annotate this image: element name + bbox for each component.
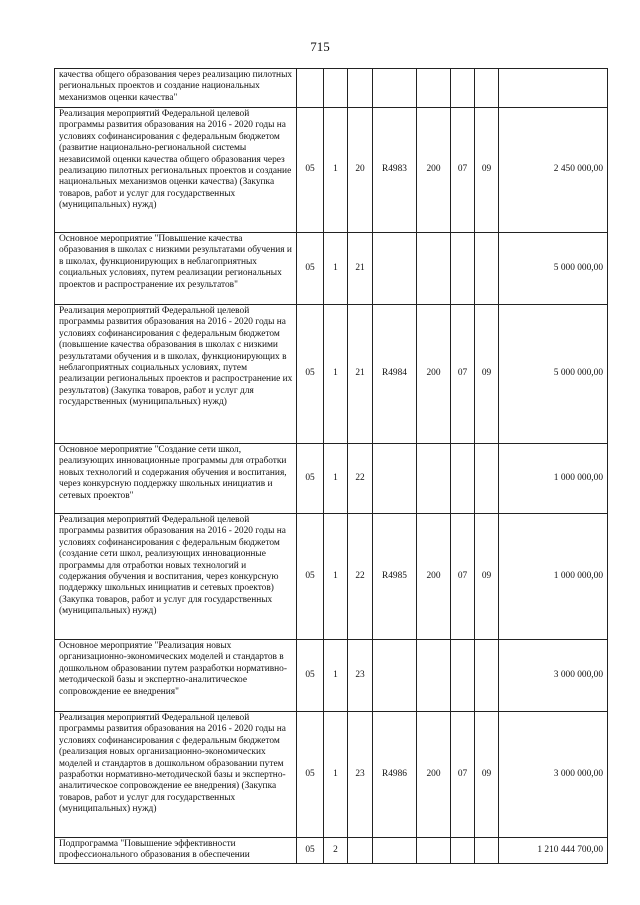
row-amount: 2 450 000,00 [499, 108, 608, 233]
row-amount [499, 69, 608, 108]
row-description: Реализация мероприятий Федеральной целевой программы развития образования на 2016 - 2020 годы на условиях софинансирования с федеральным бюджетом (создание сети школ, реализующих инновационные программы для отработки новых технологий и содержания обучения и воспитания, через конкурсную поддержку школьных инициатив и сетевых проектов) (Закупка товаров, работ и услуг для государственных (муниципальных) нужд) [55, 514, 297, 640]
row-code-c6 [451, 233, 475, 305]
row-code-c6: 07 [451, 305, 475, 444]
row-code-c1: 05 [297, 233, 324, 305]
row-code-c7: 09 [475, 514, 499, 640]
row-code-c1: 05 [297, 444, 324, 514]
row-amount: 3 000 000,00 [499, 712, 608, 838]
row-description: Реализация мероприятий Федеральной целевой программы развития образования на 2016 - 2020 годы на условиях софинансирования с федеральным бюджетом (повышение качества образования в школах с низкими результатами обучения и в школах, функционирующих в неблагоприятных социальных условиях, путем реализации региональных проектов и распространение их результатов) (Закупка товаров, работ и услуг для государственных (муниципальных) нужд) [55, 305, 297, 444]
row-code-c2 [324, 69, 348, 108]
row-amount: 1 000 000,00 [499, 444, 608, 514]
row-code-c2: 1 [324, 514, 348, 640]
row-code-c7 [475, 69, 499, 108]
row-code-c6 [451, 838, 475, 864]
row-code-c5 [417, 838, 451, 864]
row-code-c3: 23 [348, 640, 373, 712]
row-code-c4: R4983 [373, 108, 417, 233]
row-code-c4: R4985 [373, 514, 417, 640]
row-code-c1: 05 [297, 514, 324, 640]
table-row [55, 712, 608, 838]
row-code-c2: 1 [324, 305, 348, 444]
row-description: Реализация мероприятий Федеральной целевой программы развития образования на 2016 - 2020 годы на условиях софинансирования с федеральным бюджетом (реализация новых организационно-экономических моделей и стандартов в дошкольном образовании путем разработки нормативно-методической базы и экспертно-аналитическое сопровождение ее внедрения) (Закупка товаров, работ и услуг для государственных (муниципальных) нужд) [55, 712, 297, 838]
row-description: качества общего образования через реализацию пилотных региональных проектов и создание национальных механизмов оценки качества" [55, 69, 297, 108]
row-amount: 1 000 000,00 [499, 514, 608, 640]
row-code-c4 [373, 838, 417, 864]
row-code-c1: 05 [297, 305, 324, 444]
row-code-c4: R4986 [373, 712, 417, 838]
table-row [55, 69, 608, 108]
row-amount: 3 000 000,00 [499, 640, 608, 712]
row-code-c1: 05 [297, 108, 324, 233]
row-code-c5 [417, 69, 451, 108]
row-code-c3 [348, 838, 373, 864]
row-code-c4 [373, 233, 417, 305]
row-code-c5: 200 [417, 712, 451, 838]
row-code-c2: 1 [324, 712, 348, 838]
row-description: Подпрограмма "Повышение эффективности профессионального образования в обеспечении [55, 838, 297, 864]
budget-table [54, 68, 608, 864]
row-description: Реализация мероприятий Федеральной целевой программы развития образования на 2016 - 2020 годы на условиях софинансирования с федеральным бюджетом (развитие национально-региональной системы независимой оценки качества общего образования через реализацию пилотных региональных проектов и создание национальных механизмов оценки качества) (Закупка товаров, работ и услуг для государственных (муниципальных) нужд) [55, 108, 297, 233]
row-code-c6: 07 [451, 712, 475, 838]
row-code-c5 [417, 233, 451, 305]
row-code-c4 [373, 444, 417, 514]
row-description: Основное мероприятие "Реализация новых организационно-экономических моделей и стандартов в дошкольном образовании путем разработки нормативно-методической базы и экспертно-аналитическое сопровождение ее внедрения" [55, 640, 297, 712]
row-code-c3: 21 [348, 233, 373, 305]
table-row [55, 514, 608, 640]
row-code-c3: 22 [348, 514, 373, 640]
row-code-c2: 1 [324, 444, 348, 514]
row-code-c7: 09 [475, 305, 499, 444]
row-code-c1: 05 [297, 640, 324, 712]
row-amount: 5 000 000,00 [499, 305, 608, 444]
row-code-c3: 21 [348, 305, 373, 444]
row-code-c3 [348, 69, 373, 108]
row-code-c5: 200 [417, 108, 451, 233]
row-code-c6 [451, 444, 475, 514]
table-row [55, 233, 608, 305]
row-code-c5 [417, 640, 451, 712]
row-code-c1: 05 [297, 838, 324, 864]
row-code-c6 [451, 69, 475, 108]
row-description: Основное мероприятие "Повышение качества образования в школах с низкими результатами обучения и в школах, функционирующих в неблагоприятных социальных условиях, путем реализации региональных проектов и распространение их результатов" [55, 233, 297, 305]
row-code-c7: 09 [475, 712, 499, 838]
row-code-c1: 05 [297, 712, 324, 838]
row-code-c3: 22 [348, 444, 373, 514]
row-code-c6: 07 [451, 514, 475, 640]
page-number: 715 [310, 39, 330, 54]
row-code-c2: 1 [324, 108, 348, 233]
row-code-c5: 200 [417, 305, 451, 444]
row-code-c3: 23 [348, 712, 373, 838]
row-code-c4: R4984 [373, 305, 417, 444]
row-code-c7 [475, 444, 499, 514]
table-row [55, 838, 608, 864]
row-code-c7 [475, 640, 499, 712]
table-row [55, 305, 608, 444]
row-code-c2: 1 [324, 233, 348, 305]
row-code-c6: 07 [451, 108, 475, 233]
row-code-c2: 2 [324, 838, 348, 864]
row-code-c2: 1 [324, 640, 348, 712]
row-code-c4 [373, 640, 417, 712]
table-row [55, 444, 608, 514]
row-code-c1 [297, 69, 324, 108]
row-code-c4 [373, 69, 417, 108]
row-code-c7: 09 [475, 108, 499, 233]
row-code-c5: 200 [417, 514, 451, 640]
table-row [55, 108, 608, 233]
row-code-c3: 20 [348, 108, 373, 233]
row-code-c6 [451, 640, 475, 712]
row-description: Основное мероприятие "Создание сети школ, реализующих инновационные программы для отработки новых технологий и содержания обучения и воспитания, через конкурсную поддержку школьных инициатив и сетевых проектов" [55, 444, 297, 514]
row-code-c5 [417, 444, 451, 514]
row-code-c7 [475, 233, 499, 305]
row-amount: 5 000 000,00 [499, 233, 608, 305]
table-row [55, 640, 608, 712]
row-code-c7 [475, 838, 499, 864]
row-amount: 1 210 444 700,00 [499, 838, 608, 864]
